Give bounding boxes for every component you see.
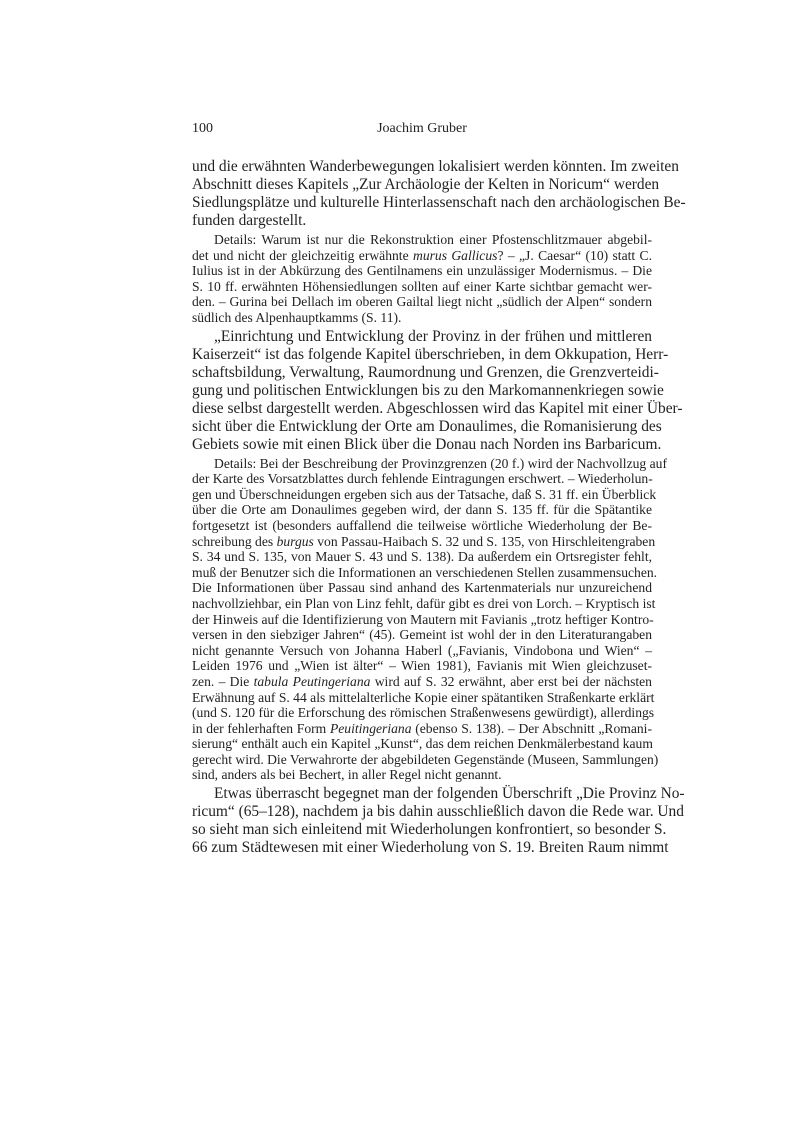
text-segment: Leiden 1976 und „Wien ist älter“ – Wien 1981), Favianis mit Wien gleichzuset- <box>192 658 652 674</box>
text-segment: sierung“ enthält auch ein Kapitel „Kunst“, das dem reichen Denkmälerbestand kaum <box>192 736 653 752</box>
text-segment: südlich des Alpenhauptkamms (S. 11). <box>192 309 402 325</box>
text-line <box>192 212 652 230</box>
text-line <box>192 232 652 248</box>
text-segment: (ebenso S. 138). – Der Abschnitt „Romani- <box>411 720 652 736</box>
text-segment: ricum“ (65–128), nachdem ja bis dahin ausschließlich davon die Rede war. Und <box>192 803 684 821</box>
details-paragraph <box>192 455 667 783</box>
text-line <box>192 263 652 279</box>
text-line <box>192 502 652 518</box>
text-line <box>192 627 652 643</box>
text-segment: funden dargestellt. <box>192 212 307 229</box>
text-line <box>192 248 652 264</box>
text-segment: so sieht man sich einleitend mit Wiederholungen konfrontiert, so besonder S. <box>192 821 667 839</box>
text-segment: versen in den siebziger Jahren“ (45). Gemeint ist wohl der in den Literaturangaben <box>192 627 652 643</box>
text-segment: Siedlungsplätze und kulturelle Hinterlassenschaft nach den archäologischen Be- <box>192 194 686 211</box>
text-segment: muß der Benutzer sich die Informationen an verschiedenen Stellen zusammensuchen. <box>192 564 658 580</box>
italic-text: murus Gallicus <box>413 247 498 263</box>
text-segment: Details: Bei der Beschreibung der Provinzgrenzen (20 f.) wird der Nachvollzug auf <box>214 455 667 471</box>
text-segment: den. – Gurina bei Dellach im oberen Gailtal liegt nicht „südlich der Alpen“ sondern <box>192 294 652 310</box>
text-line <box>192 399 683 418</box>
text-segment: der Karte des Vorsatzblattes durch fehlende Eintragungen erschwert. – Wiederholun- <box>192 471 653 487</box>
text-segment: „Einrichtung und Entwicklung der Provinz in der frühen und mittleren <box>214 327 652 345</box>
text-segment: gung und politischen Entwicklungen bis zu den Markomannenkriegen sowie <box>192 381 664 399</box>
text-segment: (und S. 120 für die Erforschung des römischen Straßenwesens gewürdigt), allerdings <box>192 705 655 721</box>
details-paragraph <box>192 232 652 326</box>
text-line <box>192 821 667 839</box>
text-line <box>192 176 660 194</box>
text-segment: fortgesetzt ist (besonders auffallend die teilweise wörtliche Wiederholung der Be- <box>192 517 652 533</box>
text-line <box>192 839 669 857</box>
text-line <box>192 580 652 596</box>
text-line <box>192 417 662 436</box>
text-line <box>192 736 652 752</box>
text-segment: schaftsbildung, Verwaltung, Raumordnung und Grenzen, die Grenzverteidi- <box>192 363 659 381</box>
text-line <box>192 643 652 659</box>
text-segment: sind, anders als bei Bechert, in aller Regel nicht genannt. <box>192 767 502 783</box>
text-segment: Etwas überrascht begegnet man der folgenden Überschrift „Die Provinz No- <box>214 785 685 803</box>
text-segment: der Hinweis auf die Identifizierung von Mautern mit Favianis „trotz heftiger Kontro- <box>192 611 654 627</box>
text-line <box>192 455 667 472</box>
text-line <box>192 785 685 803</box>
text-line <box>192 751 659 768</box>
text-line <box>192 328 652 346</box>
text-line <box>192 533 656 550</box>
italic-text: Peuitingeriana <box>329 720 412 736</box>
text-segment: 66 zum Städtewesen mit einer Wiederholung von S. 19. Breiten Raum nimmt <box>192 839 669 857</box>
text-line <box>192 279 652 295</box>
text-segment: sicht über die Entwicklung der Orte am Donaulimes, die Romanisierung des <box>192 417 662 435</box>
text-line <box>192 803 684 821</box>
paragraph <box>192 327 683 454</box>
page-number: 100 <box>192 121 213 136</box>
text-line <box>192 518 652 534</box>
text-segment: Details: Warum ist nur die Rekonstruktion einer Pfostenschlitzmauer abgebil- <box>214 232 652 247</box>
text-line <box>192 194 686 212</box>
text-segment: Kaiserzeit“ ist das folgende Kapitel überschrieben, in dem Okkupation, Herr- <box>192 345 669 363</box>
text-segment: zen. – Die <box>192 673 254 689</box>
text-segment: über die Orte am Donaulimes gegeben wird, der dann S. 135 ff. für die Spätantike <box>192 502 652 518</box>
italic-text: tabula Peutingeriana <box>253 673 371 689</box>
text-line <box>192 674 652 690</box>
text-segment: gerecht wird. Die Verwahrorte der abgebildeten Gegenstände (Museen, Sammlungen) <box>192 751 659 767</box>
text-line <box>192 435 662 454</box>
text-segment: Iulius ist in der Abkürzung des Gentilnamens ein unzulässiger Modernismus. – Die <box>192 263 652 279</box>
text-segment: det und nicht der gleichzeitig erwähnte <box>192 247 413 263</box>
text-line <box>192 595 656 612</box>
text-segment: diese selbst dargestellt werden. Abgeschlossen wird das Kapitel mit einer Über- <box>192 399 683 417</box>
text-segment: gen und Überschneidungen ergeben sich aus der Tatsache, daß S. 31 ff. ein Überblick <box>192 486 657 502</box>
text-segment: Erwähnung auf S. 44 als mittelalterliche Kopie einer spätantiken Straßenkarte erklärt <box>192 689 655 705</box>
paragraph <box>192 158 686 230</box>
text-line <box>192 564 658 581</box>
text-line <box>192 363 659 382</box>
text-line <box>192 310 652 326</box>
text-segment: S. 10 ff. erwähnten Höhensiedlungen sollten auf einer Karte sichtbar gemacht wer- <box>192 278 652 294</box>
italic-text: burgus <box>276 533 314 549</box>
text-line <box>192 689 655 706</box>
text-line <box>192 486 657 503</box>
text-line <box>192 549 652 565</box>
text-segment: nicht genannte Versuch von Johanna Haberl („Favianis, Vindobona und Wien“ – <box>192 642 652 658</box>
text-segment: Abschnitt dieses Kapitels „Zur Archäologie der Kelten in Noricum“ werden <box>192 176 660 193</box>
text-segment: schreibung des <box>192 533 277 549</box>
text-line <box>192 721 652 737</box>
text-line <box>192 345 669 364</box>
running-header-author: Joachim Gruber <box>377 121 467 136</box>
text-segment: nachvollziehbar, ein Plan von Linz fehlt, dafür gibt es drei von Lorch. – Kryptisch ist <box>192 595 656 611</box>
text-line <box>192 471 652 487</box>
text-line <box>192 658 652 674</box>
text-segment: von Passau-Haibach S. 32 und S. 135, von Hirschleitengraben <box>313 533 656 549</box>
text-line <box>192 612 652 628</box>
running-header <box>192 120 652 138</box>
text-line <box>192 381 664 400</box>
text-segment: und die erwähnten Wanderbewegungen lokalisiert werden könnten. Im zweiten <box>192 158 679 175</box>
text-segment: in der fehlerhaften Form <box>192 720 330 736</box>
text-segment: wird auf S. 32 erwähnt, aber erst bei der nächsten <box>370 673 652 689</box>
text-line <box>192 705 655 721</box>
paragraph <box>192 785 685 857</box>
text-line <box>192 158 679 176</box>
text-segment: ? – „J. Caesar“ (10) statt C. <box>497 247 652 263</box>
text-line <box>192 767 652 783</box>
text-line <box>192 294 652 310</box>
text-segment: Die Informationen über Passau sind anhand des Kartenmaterials nur unzureichend <box>192 580 652 596</box>
text-segment: S. 34 und S. 135, von Mauer S. 43 und S. 138). Da außerdem ein Ortsregister fehlt, <box>192 549 652 565</box>
text-segment: Gebiets sowie mit einen Blick über die Donau nach Norden ins Barbaricum. <box>192 435 662 453</box>
